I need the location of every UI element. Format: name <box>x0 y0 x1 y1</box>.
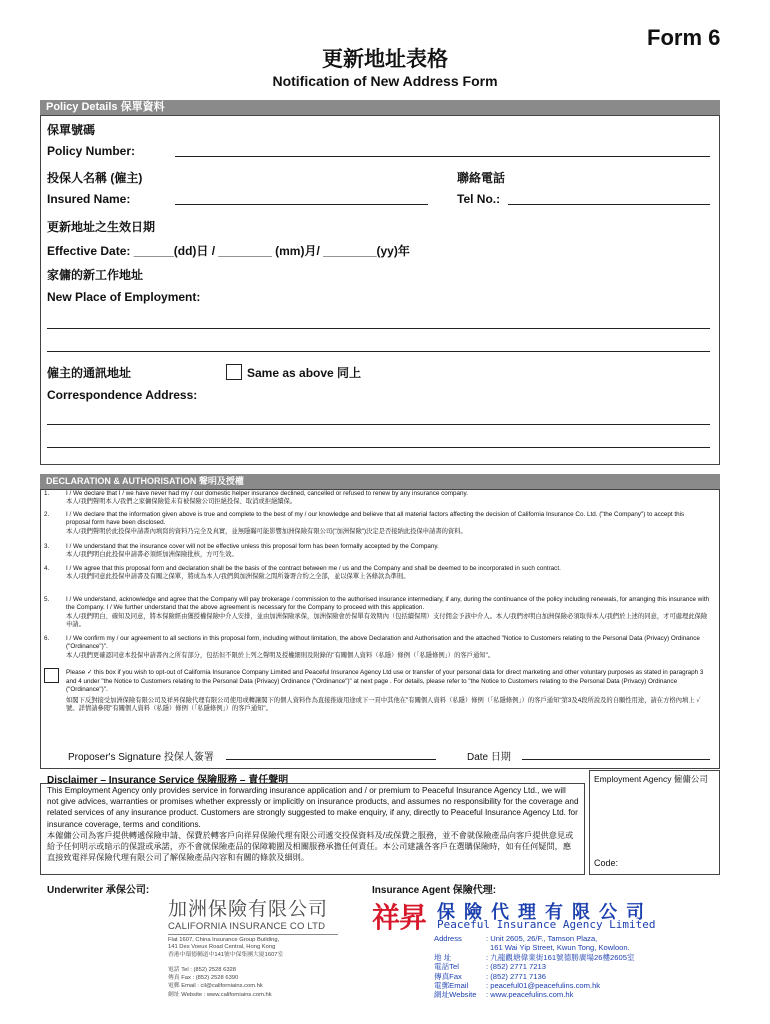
underwriter-email: 電郵 Email : cil@californiains.com.hk <box>168 983 263 990</box>
opt-out-checkbox[interactable] <box>44 668 59 683</box>
opt-out-text-en: Please ✓ this box if you wish to opt-out of California Insurance Company Limited and Peaceful Insurance Agency Ltd use or transfer of your personal data for direct marketing and other voluntary purposes as stated in paragraph 3 and 4 under "the Notice to Customers relating to the Personal Data (Privacy) Ordinance ("Ordinance")" at next page . For details, please refer to "the Notice to Customers relating to the Personal Data (Privacy) Ordinance ("Ordinance")". <box>66 669 704 694</box>
date-field[interactable] <box>522 759 710 760</box>
declaration-item-number: 2. <box>44 511 50 518</box>
disclaimer-text-zh: 本僱傭公司為客戶提供轉遞保險申請、保費於轉客戶向祥昇保險代理有限公司遞交投保資料及/或保費之服務，並不會就保險產品向客戶提供意見或給予任何明示或暗示的保證或承諾，亦不會就保險產品的保障範圍及相關服務承擔任何責任。本公司建議各客戶在選購保險時，如有任何疑問，應直接致電祥昇保險代理有限公司了解保險產品內容和有關的條款及細則。 <box>47 830 574 863</box>
declaration-item-zh: 本人/我們明白此投保申請書必須經加洲保險批核，方可生效。 <box>66 551 238 559</box>
declaration-item-en: I / We understand that the insurance cover will not be effective unless this proposal form has been formally accepted by the Company. <box>66 543 439 550</box>
agent-name-en: Peaceful Insurance Agency Limited <box>437 918 656 931</box>
title-zh: 更新地址表格 <box>322 48 448 71</box>
employment-label: New Place of Employment: <box>47 290 201 304</box>
declaration-item-number: 5. <box>44 596 50 603</box>
declaration-item-number: 4. <box>44 565 50 572</box>
underwriter-address <box>168 937 338 959</box>
agency-code-label: Code: <box>594 858 619 868</box>
correspondence-label: Correspondence Address: <box>47 388 198 402</box>
declaration-item-en: I / We agree that this proposal form and declaration shall be the basis of the contract between me / us and the Company and shall be deemed to be incorporated in such contract. <box>66 565 561 572</box>
agent-address-zh-label: 地 址 <box>434 952 452 962</box>
declaration-item-number: 3. <box>44 543 50 550</box>
policy-number-label-zh: 保單號碼 <box>47 123 96 137</box>
declaration-item-en: I / We understand, acknowledge and agree that the Company will pay brokerage / commission to the authorised insurance intermediary, if any, during the continuance of the policy including renewals, for arranging this insurance with the Company. I / We further understand that the above agreement is necessary for the Company to proceed with this application. <box>66 596 709 612</box>
underwriter-tel: 電話 Tel : (852) 2528 6328 <box>168 967 236 973</box>
underwriter-address-line: Flat 1607, China Insurance Group Building, <box>168 937 280 943</box>
agent-name-zh: 保 險 代 理 有 限 公 司 <box>437 902 647 922</box>
tel-label: Tel No.: <box>457 192 501 206</box>
agent-contacts <box>434 934 724 1000</box>
declaration-item-number: 1. <box>44 490 50 497</box>
effective-date-label: Effective Date: ______(dd)日 / ________ (mm)月/ ________(yy)年 <box>47 244 410 258</box>
agent-logo-mark: 祥昇 <box>372 901 427 934</box>
underwriter-website: 網址 Website : www.californiains.com.hk <box>168 991 272 998</box>
underwriter-address-line: 香港中環德輔道中141號中保集團大廈1607室 <box>168 951 284 958</box>
signature-label: Proposer's Signature 投保人簽署 <box>68 752 214 763</box>
employment-field-line-1[interactable] <box>47 328 710 329</box>
insured-name-label-zh: 投保人名稱 (僱主) <box>47 171 143 185</box>
agent-fax-value: : (852) 2771 7136 <box>486 971 546 981</box>
agent-address-label: Address <box>434 934 462 943</box>
agent-fax-label: 傳真Fax <box>434 971 462 981</box>
title-en: Notification of New Address Form <box>272 73 498 89</box>
underwriter-fax: 傳真 Fax : (852) 2528 6390 <box>168 975 239 982</box>
insured-name-field[interactable] <box>175 204 428 205</box>
declaration-item-zh: 本人/我們更確認同意本投保申請書內之所有部分，包括但不限於上列之聲明及授權細則及附錄的"有關個人資料（私隱）條例（「私隱條例」）的客戶通知"。 <box>66 651 495 659</box>
agent-tel-label: 電話Tel <box>434 962 459 972</box>
agent-address-zh-value: : 九龍觀塘偉業街161號德勝廣場26樓2605室 <box>486 952 635 962</box>
declaration-item-zh: 本人/我們明白、確知及同意，將本保險經由獲授權保險中介人安排，並由加洲保險承保，加洲保險會於保單有效期內（包括續保期）支付佣金予該中介人。本人/我們亦明白加洲保險必須取得本人/我們於上述的同意，才可處理此保險申請。 <box>66 612 708 629</box>
tel-label-zh: 聯絡電話 <box>457 171 506 185</box>
underwriter-label: Underwriter 承保公司: <box>47 885 150 896</box>
policy-number-label: Policy Number: <box>47 144 136 158</box>
agent-address-value-2: 161 Wai Yip Street, Kwun Tong, Kowloon. <box>490 943 630 953</box>
underwriter-logo <box>168 898 338 935</box>
policy-number-field[interactable] <box>175 156 710 157</box>
declaration-header: DECLARATION & AUTHORISATION 聲明及授權 <box>40 474 720 489</box>
agent-address-value-1: : Unit 2605, 26/F., Tamson Plaza, <box>486 934 598 943</box>
disclaimer-title: Disclaimer – Insurance Service 保險服務 – 責任聲明 <box>47 775 289 786</box>
date-label: Date 日期 <box>467 752 511 763</box>
employment-field-line-2[interactable] <box>47 351 710 352</box>
employment-agency-label: Employment Agency 僱傭公司 <box>594 774 708 784</box>
opt-out-text-zh: 如閣下反對接受加洲保險有限公司及祥昇保險代理有限公司使用或轉讓閣下的個人資料作為直接推廣用途或下一頁中其他在"有關個人資料（私隱）條例（「私隱條例」）的客戶通知"第3及4段所說及的自願性用途，請在方格內填上 ✓ 號。詳情請參閱"有關個人資料（私隱）條例（「私隱條例」）的客戶通知"。 <box>66 696 701 713</box>
correspondence-field-line-1[interactable] <box>47 424 710 425</box>
form-number: Form 6 <box>647 25 721 50</box>
same-as-above-label: Same as above 同上 <box>247 366 362 380</box>
declaration-item-en: I / We declare that the information given above is true and complete to the best of my / our knowledge and believe that all material factors affecting the decision of California Insurance Co. Ltd. ("the Company") to accept this proposal form have been disclosed. <box>66 511 685 527</box>
declaration-item-number: 6. <box>44 635 50 642</box>
underwriter-name-en: CALIFORNIA INSURANCE CO LTD <box>168 921 338 935</box>
tel-field[interactable] <box>508 204 710 205</box>
policy-details-header: Policy Details 保單資料 <box>40 100 720 115</box>
agent-tel-value: : (852) 2771 7213 <box>486 962 546 972</box>
agent-website-value: : www.peacefulins.com.hk <box>486 990 574 1000</box>
declaration-item-en: I / We declare that I / we have never had my / our domestic helper insurance declined, cancelled or refused to renew by any insurance company. <box>66 490 468 497</box>
underwriter-contacts <box>168 966 338 999</box>
disclaimer-text-en: This Employment Agency only provides service in forwarding insurance application and / or premium to Peaceful Insurance Agency Ltd., we will not give advices, warranties or promises whether expressly or implicitly on insurance products, and assumes no responsibility for the coverage and related services of any insurance product. Customers are strongly suggested to make enquiry, if any, directly to Peaceful Insurance Agency Ltd. for insurance coverage, terms and conditions. <box>47 786 579 829</box>
declaration-item-zh: 本人/我們同意此投保申請書及有關之保單，將成為本人/我們與加洲保險之間所簽署合約之全部，並以保單上各條款為準則。 <box>66 573 410 581</box>
same-as-above-checkbox[interactable] <box>226 364 242 380</box>
signature-field[interactable] <box>226 759 436 760</box>
underwriter-address-line: 141 Des Voeux Road Central, Hong Kong <box>168 944 276 951</box>
declaration-item-en: I / We confirm my / our agreement to all sections in this proposal form, including without limitation, the above Declaration and Authorisation and the attached "Notice to Customers relating to the Personal Data (Privacy) Ordinance ("Ordinance")". <box>66 635 700 651</box>
agent-website-label: 網址Website <box>434 990 477 1000</box>
agent-label: Insurance Agent 保險代理: <box>372 885 497 896</box>
agent-email-value: : peaceful01@peacefulins.com.hk <box>486 980 601 990</box>
opt-out-statement <box>66 669 709 714</box>
correspondence-label-zh: 僱主的通訊地址 <box>47 366 132 380</box>
agent-email-label: 電郵Email <box>434 980 469 990</box>
underwriter-name-zh: 加洲保險有限公司 <box>168 898 329 920</box>
employment-label-zh: 家傭的新工作地址 <box>47 268 144 282</box>
declaration-item-zh: 本人/我們聲明於此投保申請書內填寫的資料乃完全及真實，並無隱瞞可能影響加洲保險有限公司("加洲保險")決定是否接納此投保申請書的資料。 <box>66 527 467 535</box>
declaration-item-zh: 本人/我們聲明本人/我們之家傭保險從未有被保險公司拒絕投保、取消或拒絕續保。 <box>66 498 297 506</box>
correspondence-field-line-2[interactable] <box>47 447 710 448</box>
effective-date-label-zh: 更新地址之生效日期 <box>47 220 156 234</box>
insured-name-label: Insured Name: <box>47 192 131 206</box>
disclaimer-text <box>47 785 579 863</box>
